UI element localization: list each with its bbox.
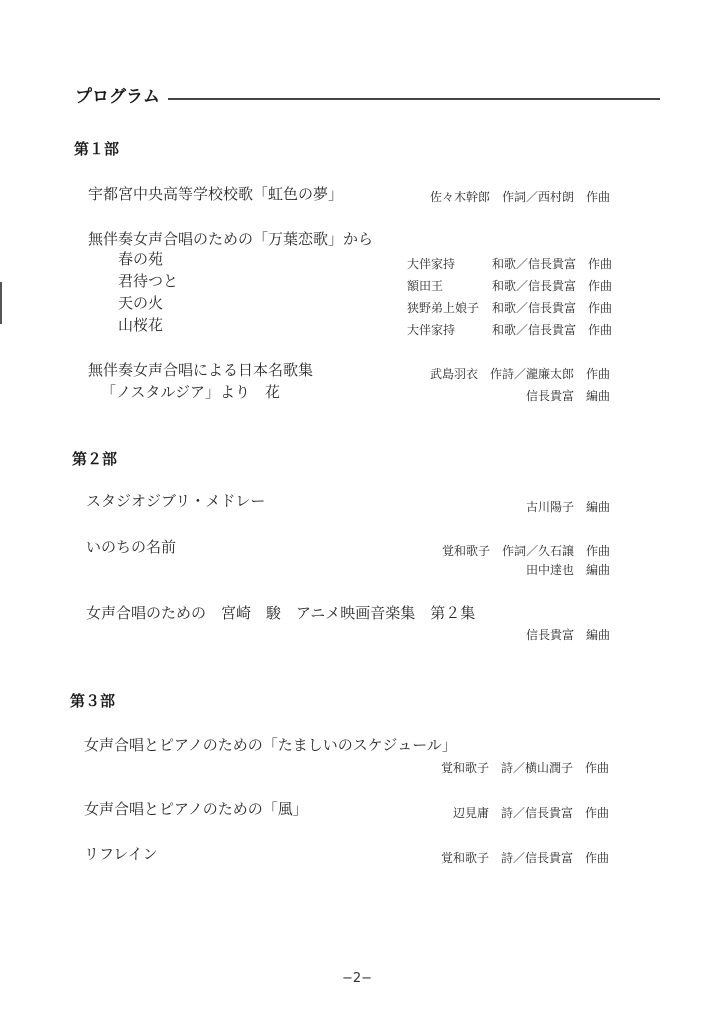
part2-heading: 第２部 — [72, 450, 118, 468]
movement-poet: 狭野弟上娘子 — [407, 301, 480, 315]
song-title: リフレイン — [84, 845, 158, 863]
movement-title: 山桜花 — [118, 316, 164, 334]
song-credit: 覚和歌子 詩／信長貴富 作曲 — [441, 851, 610, 865]
movement-credit: 和歌／信長貴富 作曲 — [492, 323, 613, 337]
song-credit: 武島羽衣 作詩／瀧廉太郎 作曲 — [430, 367, 611, 381]
song-subtitle: 「ノスタルジア」より 花 — [101, 383, 281, 401]
movement-title: 春の苑 — [118, 250, 164, 268]
song-title: 女声合唱のための 宮崎 駿 アニメ映画音楽集 第２集 — [86, 604, 476, 622]
movement-poet: 大伴家持 — [407, 323, 456, 337]
page-title: プログラム — [75, 87, 160, 107]
song-title: 無伴奏女声合唱のための「万葉恋歌」から — [88, 230, 374, 248]
movement-title: 天の火 — [118, 294, 164, 312]
movement-credit: 和歌／信長貴富 作曲 — [492, 279, 613, 293]
song-title: スタジオジブリ・メドレー — [86, 492, 266, 510]
part1-heading: 第１部 — [74, 140, 120, 158]
page-number: −2− — [342, 971, 373, 986]
song-credit: 信長貴富 編曲 — [526, 389, 611, 403]
movement-credit: 和歌／信長貴富 作曲 — [492, 257, 613, 271]
song-credit: 田中達也 編曲 — [526, 563, 611, 577]
song-credit: 辺見庸 詩／信長貴富 作曲 — [453, 806, 610, 820]
movement-title: 君待つと — [118, 272, 179, 290]
song-credit: 覚和歌子 詩／横山潤子 作曲 — [441, 761, 610, 775]
movement-poet: 額田王 — [407, 279, 444, 293]
movement-credit: 和歌／信長貴富 作曲 — [492, 301, 613, 315]
scan-edge-mark — [0, 282, 2, 324]
song-title: いのちの名前 — [86, 538, 177, 556]
part3-heading: 第３部 — [70, 692, 116, 710]
song-title: 女声合唱とピアノのための「風」 — [84, 800, 308, 818]
song-title: 無伴奏女声合唱による日本名歌集 — [88, 361, 314, 379]
movement-poet: 大伴家持 — [407, 257, 456, 271]
song-title: 女声合唱とピアノのための「たましいのスケジュール」 — [84, 736, 457, 754]
song-credit: 信長貴富 編曲 — [526, 628, 611, 642]
song-title: 宇都宮中央高等学校校歌「虹色の夢」 — [88, 185, 344, 203]
title-rule — [168, 98, 660, 100]
song-credit: 古川陽子 編曲 — [526, 500, 611, 514]
song-credit: 佐々木幹郎 作詞／西村朗 作曲 — [430, 190, 611, 204]
song-credit: 覚和歌子 作詞／久石譲 作曲 — [442, 544, 611, 558]
